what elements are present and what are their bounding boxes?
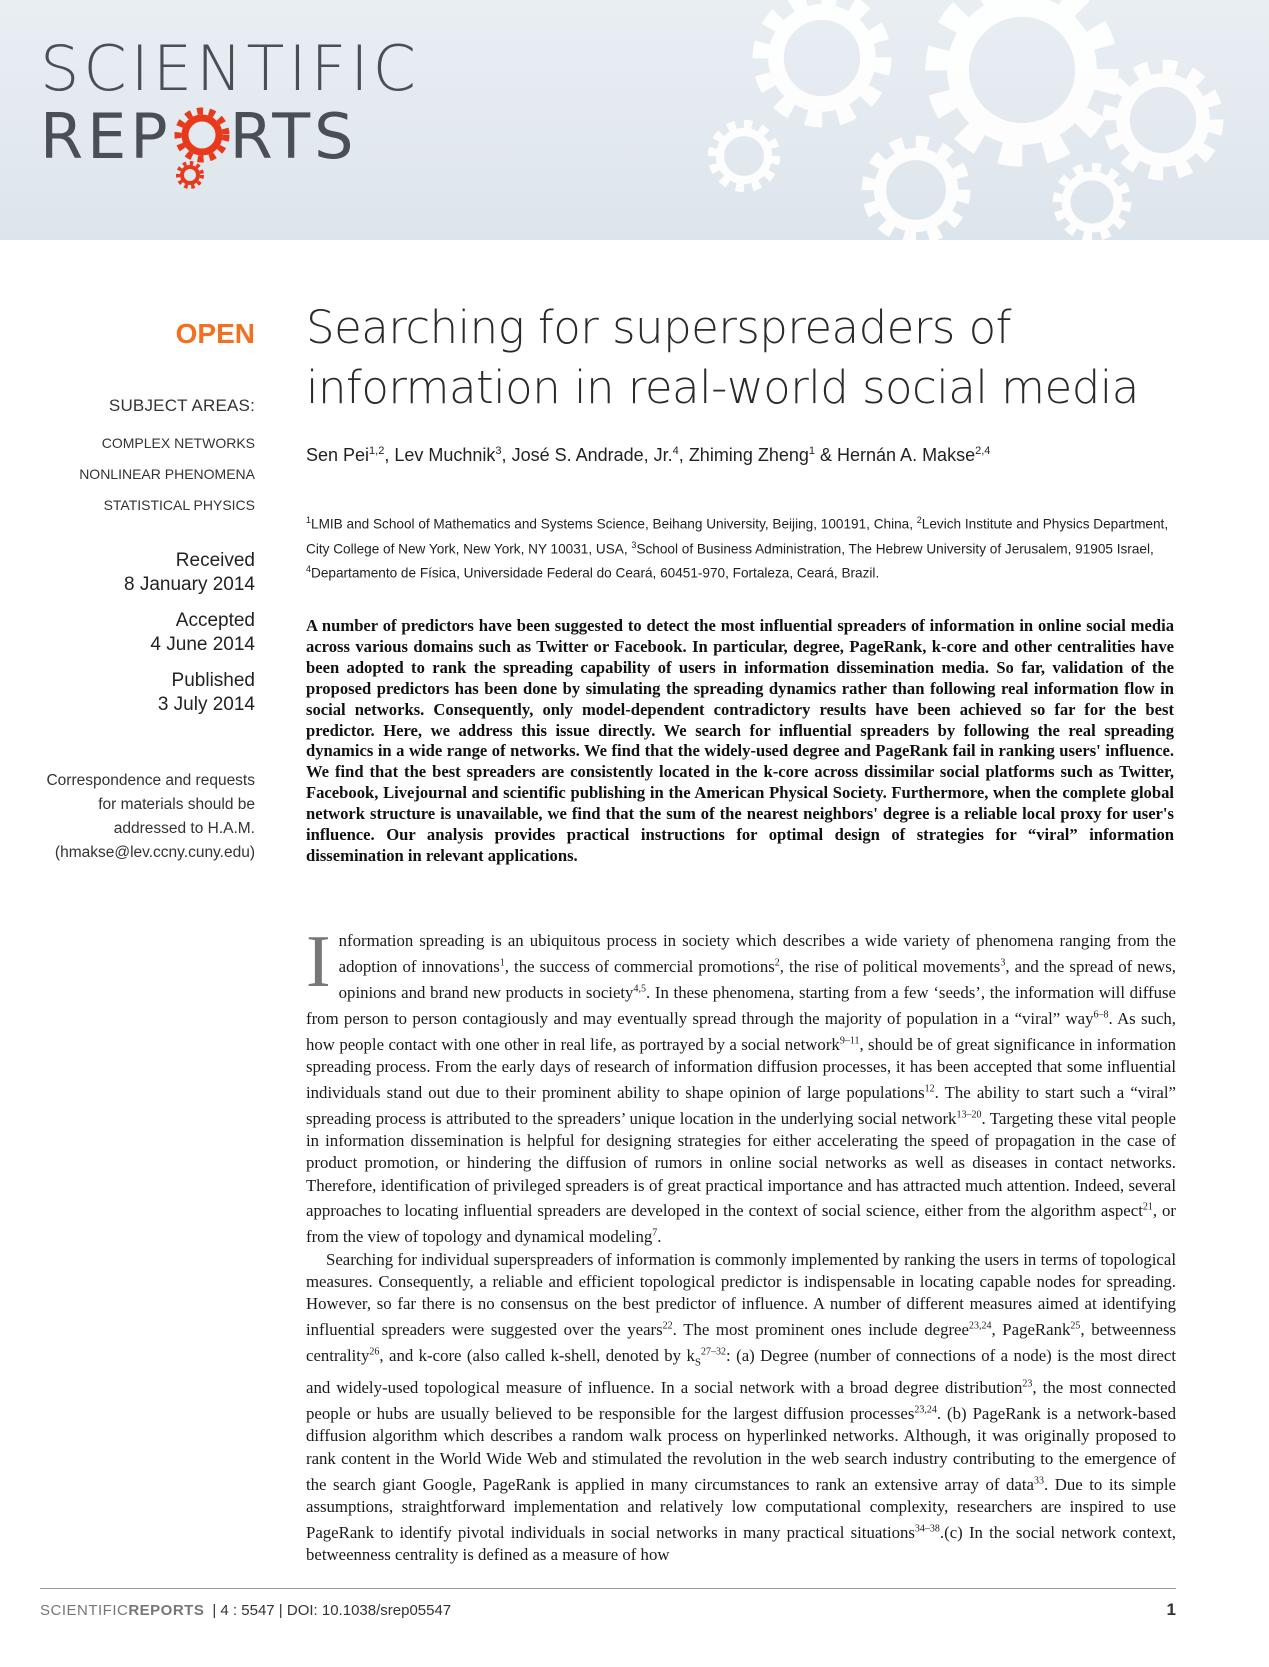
author-name: Hernán A. Makse [837,445,976,465]
text-run: , the rise of political movements [779,956,1001,976]
author-affiliation-ref: 1 [808,445,815,457]
footer-journal-a: SCIENTIFIC [40,1601,129,1619]
author-affiliation-ref: 4 [672,445,679,457]
author-affiliation-ref: 3 [495,445,502,457]
correspondence-note: Correspondence and requests for materials should be addressed to H.A.M. (hmakse@lev.ccny.cuny.edu) [46,772,255,861]
citation-ref[interactable]: 23,24 [968,1320,992,1332]
citation-ref[interactable]: 6–8 [1093,1009,1109,1021]
article-body [306,921,1176,1566]
published-value: 3 July 2014 [157,694,255,715]
paragraph-text [306,1250,1176,1564]
accepted-date [40,609,255,657]
citation-ref[interactable]: 9–11 [839,1034,860,1046]
accepted-value: 4 June 2014 [150,634,255,655]
text-run: , and k-core (also called k-shell, denoted by k [379,1345,695,1365]
text-run: . As such, how people contact with one other in real life, as portrayed by a social network [306,1008,1176,1054]
affiliation-text: Levich Institute and Physics Department, City College of New York, New York, NY 10031, USA, [306,516,1169,557]
red-gear-logo-icon [172,109,230,169]
citation-ref[interactable]: 25 [1070,1320,1081,1332]
text-run: .(c) In the social network context, betweenness centrality is defined as a measure of how [306,1522,1176,1565]
citation-ref[interactable]: 4,5 [633,983,646,995]
text-run: . In these phenomena, starting from a few ‘seeds’, the information will diffuse from person to person contagiously and may eventually spread through the majority of population in a “viral” way [306,982,1176,1028]
subject-link[interactable]: COMPLEX NETWORKS [101,435,255,451]
text-run: , betweenness centrality [306,1320,1176,1365]
text-run: . Due to its simple assumptions, straightforward implementation and relatively low computational complexity, researchers are inspired to use PageRank to identify pivotal individuals in social networks in many practical situations [306,1474,1176,1542]
text-run: , the most connected people or hubs are usually believed to be responsible for the largest diffusion processes [306,1378,1176,1424]
text-run: Searching for individual superspreaders of information is commonly implemented by ranking the users in terms of topological measures. Consequently, a reliable and efficient topological predictor is indispensable in locating capable nodes for spreading. However, so far there is no consensus on the best predictor of influence. A number of different measures aimed at identifying influential spreaders were suggested over the years [306,1249,1176,1340]
page-footer [40,1598,1176,1622]
affiliation-text: School of Business Administration, The Hebrew University of Jerusalem, 91905 Israel, [636,541,1154,557]
text-run: : (a) Degree (number of connections of a node) is the most direct and widely-used topological measure of influence. In a social network with a broad degree distribution [306,1345,1176,1398]
article-sidebar [40,318,255,865]
text-run: , the success of commercial promotions [504,956,775,976]
affiliation-number: 1 [306,515,312,525]
subject-areas-title: SUBJECT AREAS: [108,396,255,415]
open-access-badge: OPEN [175,318,255,349]
citation-ref[interactable]: 13–20 [956,1109,982,1121]
subscript: S [694,1356,702,1369]
text-run: , or from the view of topology and dynamical modeling [306,1201,1176,1247]
published-label: Published [171,670,255,691]
text-run: . The ability to start such a “viral” spreading process is attributed to the spreaders’ unique location in the underlying social network [306,1082,1176,1128]
citation-ref[interactable]: 2 [774,957,780,969]
accepted-label: Accepted [175,610,255,631]
affiliation-number: 4 [306,564,312,575]
author-list [306,445,1206,466]
abstract: A number of predictors have been suggested to detect the most influential spreaders of information in online social media across various domains such as Twitter or Facebook. In particular, degree, PageRank, k-core and other centralities have been adopted to rank the spreading capability of users in information dissemination media. So far, validation of the proposed predictors has been done by simulating the spreading dynamics rather than following real information flow in social networks. Consequently, only model-dependent contradictory results have been achieved so far for the best predictor. Here, we address this issue directly. We search for influential spreaders by following the real spreading dynamics in a wide range of networks. We find that the widely-used degree and PageRank fail in ranking users' influence. We find that the best spreaders are consistently located in the k-core across dissimilar social platforms such as Twitter, Facebook, Livejournal and scientific publishing in the American Physical Society. Furthermore, when the complete global network structure is unavailable, we find that the sum of the nearest neighbors' degree is a reliable local proxy for user's influence. Our analysis provides practical instructions for optimal design of strategies for “viral” information dissemination in relevant applications. [306,616,1174,865]
author-separator: , [678,445,689,465]
article-title: Searching for superspreaders of information in real-world social media [306,301,1139,414]
text-run: . The most prominent ones include degree [672,1320,969,1340]
author-separator: & [815,445,838,465]
citation-ref[interactable]: 1 [499,957,505,969]
text-run: . [657,1227,662,1247]
citation-ref[interactable]: 27–32 [701,1346,727,1358]
subject-link[interactable]: STATISTICAL PHYSICS [103,497,255,513]
citation-ref[interactable]: 21 [1142,1201,1153,1213]
journal-name-part1: REP [40,100,172,173]
affiliation-number: 2 [916,515,922,525]
author-separator: , [501,445,512,465]
author-name: José S. Andrade, Jr. [511,445,673,465]
text-run: nformation spreading is an ubiquitous process in society which describes a wide variety of phenomena ranging from the adoption of innovations [338,931,1176,976]
author-name: Lev Muchnik [394,445,496,465]
footer-journal-b: REPORTS [128,1601,205,1619]
affiliation-text: Departamento de Física, Universidade Federal do Ceará, 60451-970, Fortaleza, Ceará, Brazil. [311,565,880,581]
citation-ref[interactable]: 26 [369,1346,380,1358]
affiliation-text: LMIB and School of Mathematics and Systems Science, Beihang University, Beijing, 100191, China, [311,516,917,532]
text-run: . (b) PageRank is a network-based diffusion algorithm which describes a random walk process on hyperlinked networks. Although, it was originally proposed to rank content in the World Wide Web and stimulated the revolution in the web search industry contributing to the emergence of the search giant Google, PageRank is applied in many circumstances to rank an extensive array of data [306,1404,1176,1494]
subject-link[interactable]: NONLINEAR PHENOMENA [79,466,255,482]
author-name: Sen Pei [306,445,370,465]
author-name: Zhiming Zheng [688,445,809,465]
paragraph-text [306,921,1176,1247]
received-value: 8 January 2014 [124,574,255,595]
journal-masthead [0,0,1269,240]
citation-ref[interactable]: 23 [1022,1378,1033,1390]
citation-ref[interactable]: 33 [1033,1475,1044,1487]
subject-list [40,428,255,521]
footer-divider [40,1588,1176,1589]
text-run: . Targeting these vital people in information dissemination is helpful for designing strategies for either accelerating the speed of propagation in the case of product promotion, or hindering the diffusion of rumors in online social networks as well as diseases in contact networks. Therefore, identification of privileged spreaders is of great practical importance and has attracted much attention. Indeed, several approaches to locating influential spreaders are developed in the context of social science, either from the algorithm aspect [306,1108,1176,1221]
author-affiliation-ref: 1,2 [369,445,385,457]
citation-ref[interactable]: 22 [662,1320,673,1332]
citation-ref[interactable]: 7 [652,1227,658,1239]
publication-dates [40,549,255,717]
journal-name-line1: SCIENTIFIC [40,32,420,105]
citation-ref[interactable]: 23,24 [914,1404,937,1416]
published-date [40,669,255,717]
text-run: , PageRank [991,1320,1071,1340]
journal-name-line2 [40,100,357,173]
affiliation-number: 3 [631,539,637,550]
received-label: Received [175,550,255,571]
body-paragraph [306,921,1176,1249]
author-affiliation-ref: 2,4 [975,445,991,457]
text-run: , and the spread of news, opinions and brand new products in society [338,956,1176,1002]
citation-ref[interactable]: 12 [924,1083,935,1095]
citation-ref[interactable]: 3 [1000,957,1006,969]
page-number: 1 [1166,1600,1176,1619]
received-date [40,549,255,597]
footer-citation[interactable]: | 4 : 5547 | DOI: 10.1038/srep05547 [212,1601,452,1619]
affiliations [306,510,1176,584]
text-run: , should be of great significance in information spreading process. From the early days of research of information diffusion processes, it has been accepted that some influential individuals stand out due to their prominent ability to shape opinion of large populations [306,1034,1176,1102]
journal-name-part2: RTS [229,100,358,173]
drop-cap: I [306,921,331,1003]
body-paragraph [306,1249,1176,1567]
author-separator: , [384,445,395,465]
citation-ref[interactable]: 34–38 [914,1523,940,1535]
